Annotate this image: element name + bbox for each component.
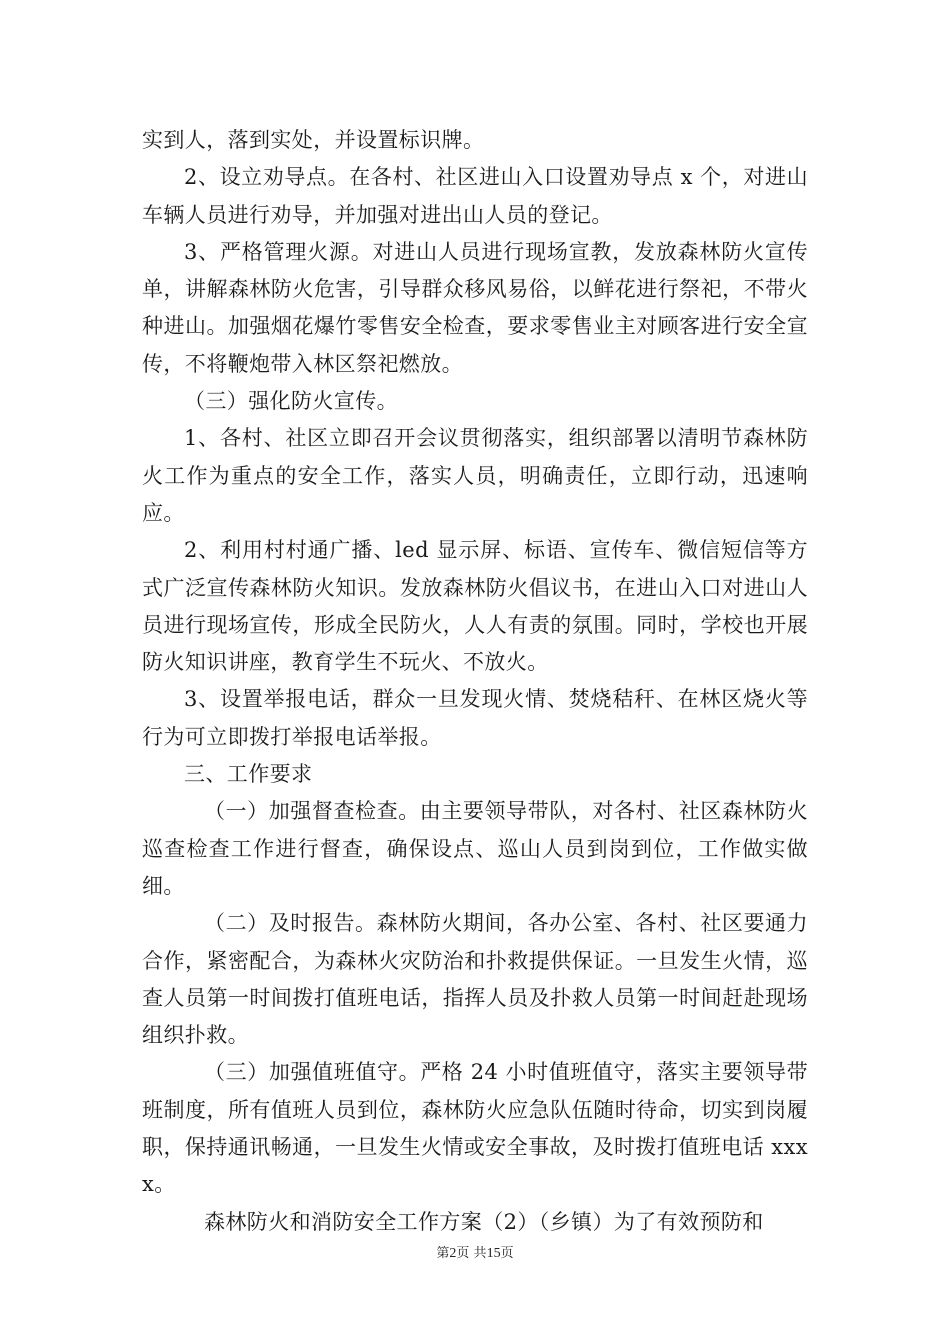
footer-prefix: 第: [436, 1246, 450, 1261]
section-heading-work-requirements: 三、工作要求: [184, 762, 313, 787]
paragraph-supervision: （一）加强督查检查。由主要领导带队，对各村、社区森林防火巡查检查工作进行督查，确保设点、巡山人员到岗到位，工作做实做细。: [142, 799, 808, 898]
document-body: [142, 122, 808, 1241]
paragraph-item-1-meetings: 1、各村、社区立即召开会议贯彻落实，组织部署以清明节森林防火工作为重点的安全工作，落实人员，明确责任，立即行动，迅速响应。: [142, 426, 808, 525]
footer-total-pages: 15: [486, 1246, 501, 1261]
paragraph-item-2-broadcast: 2、利用村村通广播、led 显示屏、标语、宣传车、微信短信等方式广泛宣传森林防火知识。发放森林防火倡议书，在进山入口对进山人员进行现场宣传，形成全民防火，人人有责的氛围。同时，学校也开展防火知识讲座，教育学生不玩火、不放火。: [142, 538, 808, 675]
paragraph-item-2-persuasion-points: 2、设立劝导点。在各村、社区进山入口设置劝导点 x 个，对进山车辆人员进行劝导，并加强对进出山人员的登记。: [142, 165, 808, 227]
footer-middle: 页 共: [456, 1246, 487, 1261]
section-heading-publicity: （三）强化防火宣传。: [184, 389, 398, 414]
footer-current-page: 2: [449, 1246, 457, 1261]
paragraph-next-plan-start: 森林防火和消防安全工作方案（2）（乡镇）为了有效预防和: [204, 1209, 764, 1234]
paragraph-duty-shift: （三）加强值班值守。严格 24 小时值班值守，落实主要领导带班制度，所有值班人员到位，森林防火应急队伍随时待命，切实到岗履职，保持通讯畅通，一旦发生火情或安全事故，及时拨打值班电话 xxxx。: [142, 1060, 808, 1197]
paragraph-item-3-hotline: 3、设置举报电话，群众一旦发现火情、焚烧秸秆、在林区烧火等行为可立即拨打举报电话举报。: [142, 687, 808, 749]
footer-suffix: 页: [500, 1246, 514, 1261]
paragraph-item-3-fire-source: 3、严格管理火源。对进山人员进行现场宣教，发放森林防火宣传单，讲解森林防火危害，引导群众移风易俗，以鲜花进行祭祀，不带火种进山。加强烟花爆竹零售安全检查，要求零售业主对顾客进行安全宣传，不将鞭炮带入林区祭祀燃放。: [142, 239, 808, 376]
paragraph-timely-report: （二）及时报告。森林防火期间，各办公室、各村、社区要通力合作，紧密配合，为森林火灾防治和扑救提供保证。一旦发生火情，巡查人员第一时间拨打值班电话，指挥人员及扑救人员第一时间赶赴现场组织扑救。: [142, 911, 808, 1048]
page-footer: [0, 1242, 950, 1262]
paragraph-continuation: 实到人，落到实处，并设置标识牌。: [142, 128, 485, 152]
